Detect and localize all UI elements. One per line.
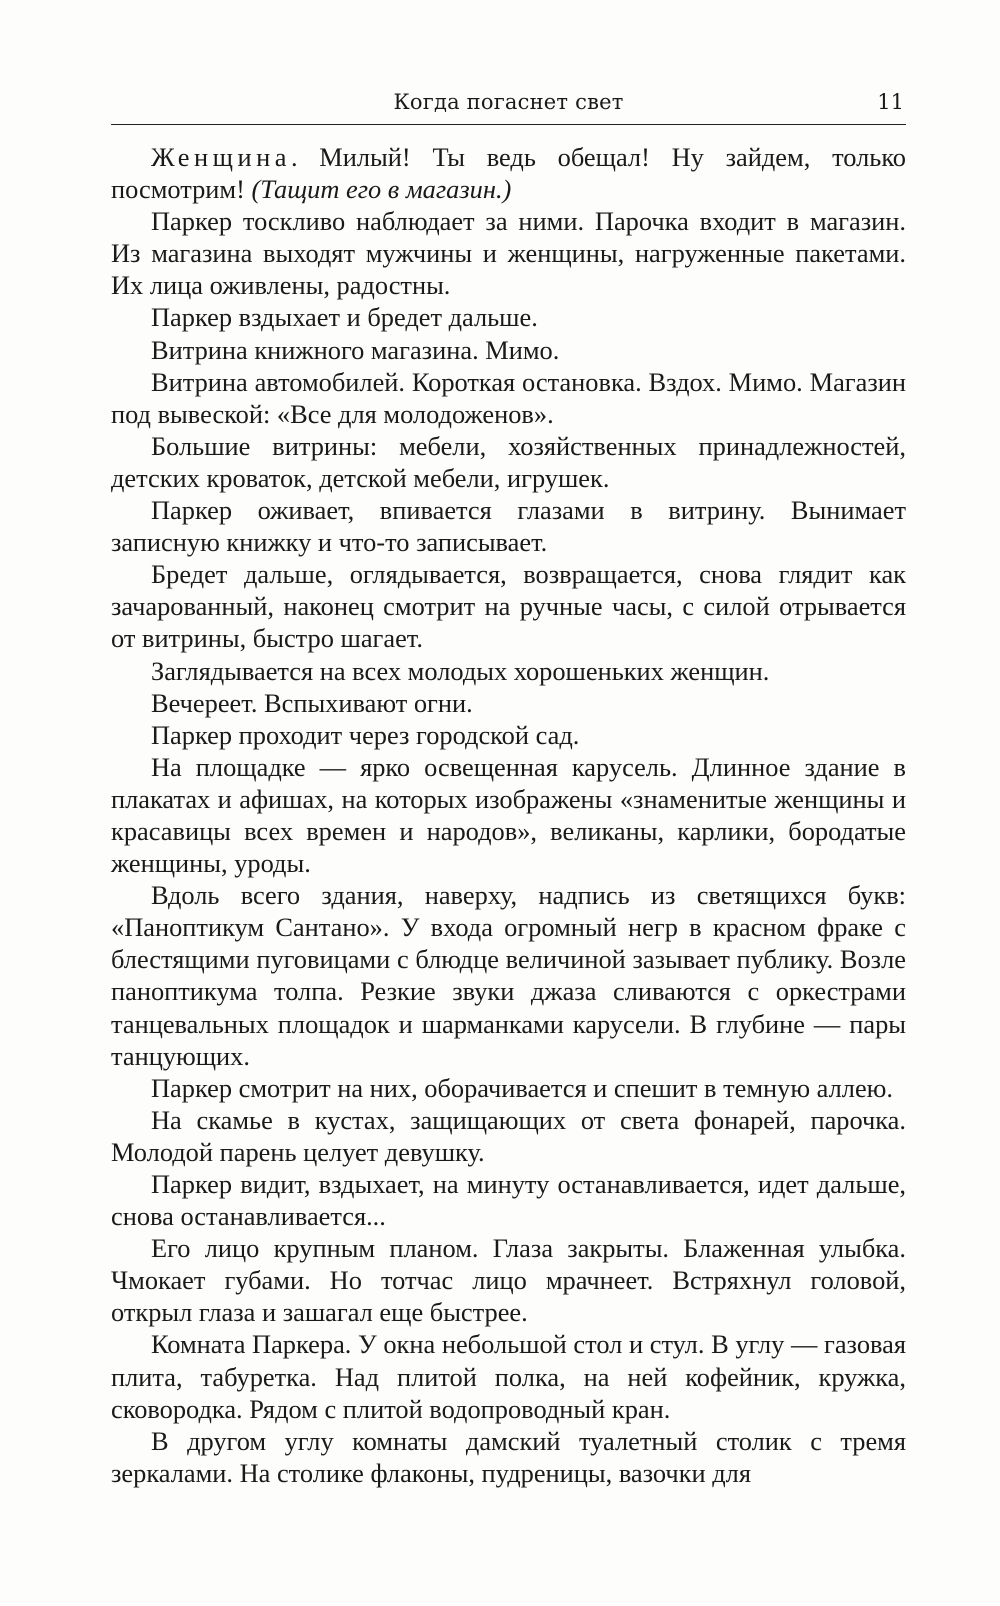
paragraph: Заглядывается на всех молодых хорошеньких женщин. (151, 655, 770, 686)
paragraph: Большие витрины: мебели, хозяйственных принадлежностей, детских кроваток, детской мебели, игрушек. (111, 430, 906, 493)
paragraph: В другом углу комнаты дамский туалетный столик с тремя зеркалами. На столике флаконы, пудреницы, вазочки для (111, 1425, 906, 1488)
paragraph-text: . Милый! Ты ведь обещал! Ну зайдем, только посмотрим! (111, 142, 906, 205)
paragraph: Паркер вздыхает и бредет дальше. (151, 302, 538, 333)
paragraph: Его лицо крупным планом. Глаза закрыты. Блаженная улыбка. Чмокает губами. Но тотчас лицо мрачнеет. Встряхнул головой, открыл глаза и зашагал еще быстрее. (111, 1233, 906, 1328)
paragraph: Паркер видит, вздыхает, на минуту останавливается, идет дальше, снова останавливается... (111, 1169, 906, 1232)
paragraph: Вдоль всего здания, наверху, надпись из светящихся букв: «Паноптикум Сантано». У входа огромный негр в красном фраке с блестящими пуговицами с блюдце величиной зазывает публику. Возле паноптикума толпа. Резкие звуки джаза сливаются с оркестрами танцевальных площадок и шарманками карусели. В глубине — пары танцующих. (111, 880, 906, 1071)
paragraph: Паркер оживает, впивается глазами в витрину. Вынимает записную книжку и что-то записывает. (111, 495, 906, 558)
paragraph: Паркер проходит через городской сад. (151, 719, 580, 750)
paragraph: Паркер тоскливо наблюдает за ними. Парочка входит в магазин. Из магазина выходят мужчины и женщины, нагруженные пакетами. Их лица оживлены, радостны. (111, 206, 906, 301)
paragraph: На площадке — ярко освещенная карусель. Длинное здание в плакатах и афишах, на которых изображены «знаменитые женщины и красавицы всех времен и народов», великаны, карлики, бородатые женщины, уроды. (111, 751, 906, 879)
paragraph: Витрина книжного магазина. Мимо. (151, 334, 560, 365)
paragraph: Бредет дальше, оглядывается, возвращается, снова глядит как зачарованный, наконец смотрит на ручные часы, с силой отрывается от витрины, быстро шагает. (111, 559, 906, 654)
stage-direction: (Тащит его в магазин.) (251, 174, 512, 205)
page-number: 11 (877, 90, 904, 114)
speaker-name: Женщина (151, 142, 291, 172)
paragraph (111, 141, 906, 205)
paragraph: Паркер смотрит на них, оборачивается и спешит в темную аллею. (151, 1072, 893, 1103)
paragraph: Вечереет. Вспыхивают огни. (151, 687, 473, 718)
running-title: Когда погаснет свет (393, 90, 624, 114)
paragraph: Комната Паркера. У окна небольшой стол и стул. В углу — газовая плита, табуретка. Над плитой полка, на ней кофейник, кружка, сковородка. Рядом с плитой водопроводный кран. (111, 1329, 906, 1424)
paragraph: На скамье в кустах, защищающих от света фонарей, парочка. Молодой парень целует девушку. (111, 1104, 906, 1167)
body-text (111, 141, 906, 1489)
paragraph: Витрина автомобилей. Короткая остановка. Вздох. Мимо. Магазин под вывеской: «Все для молодоженов». (111, 366, 906, 429)
running-header (111, 88, 906, 125)
